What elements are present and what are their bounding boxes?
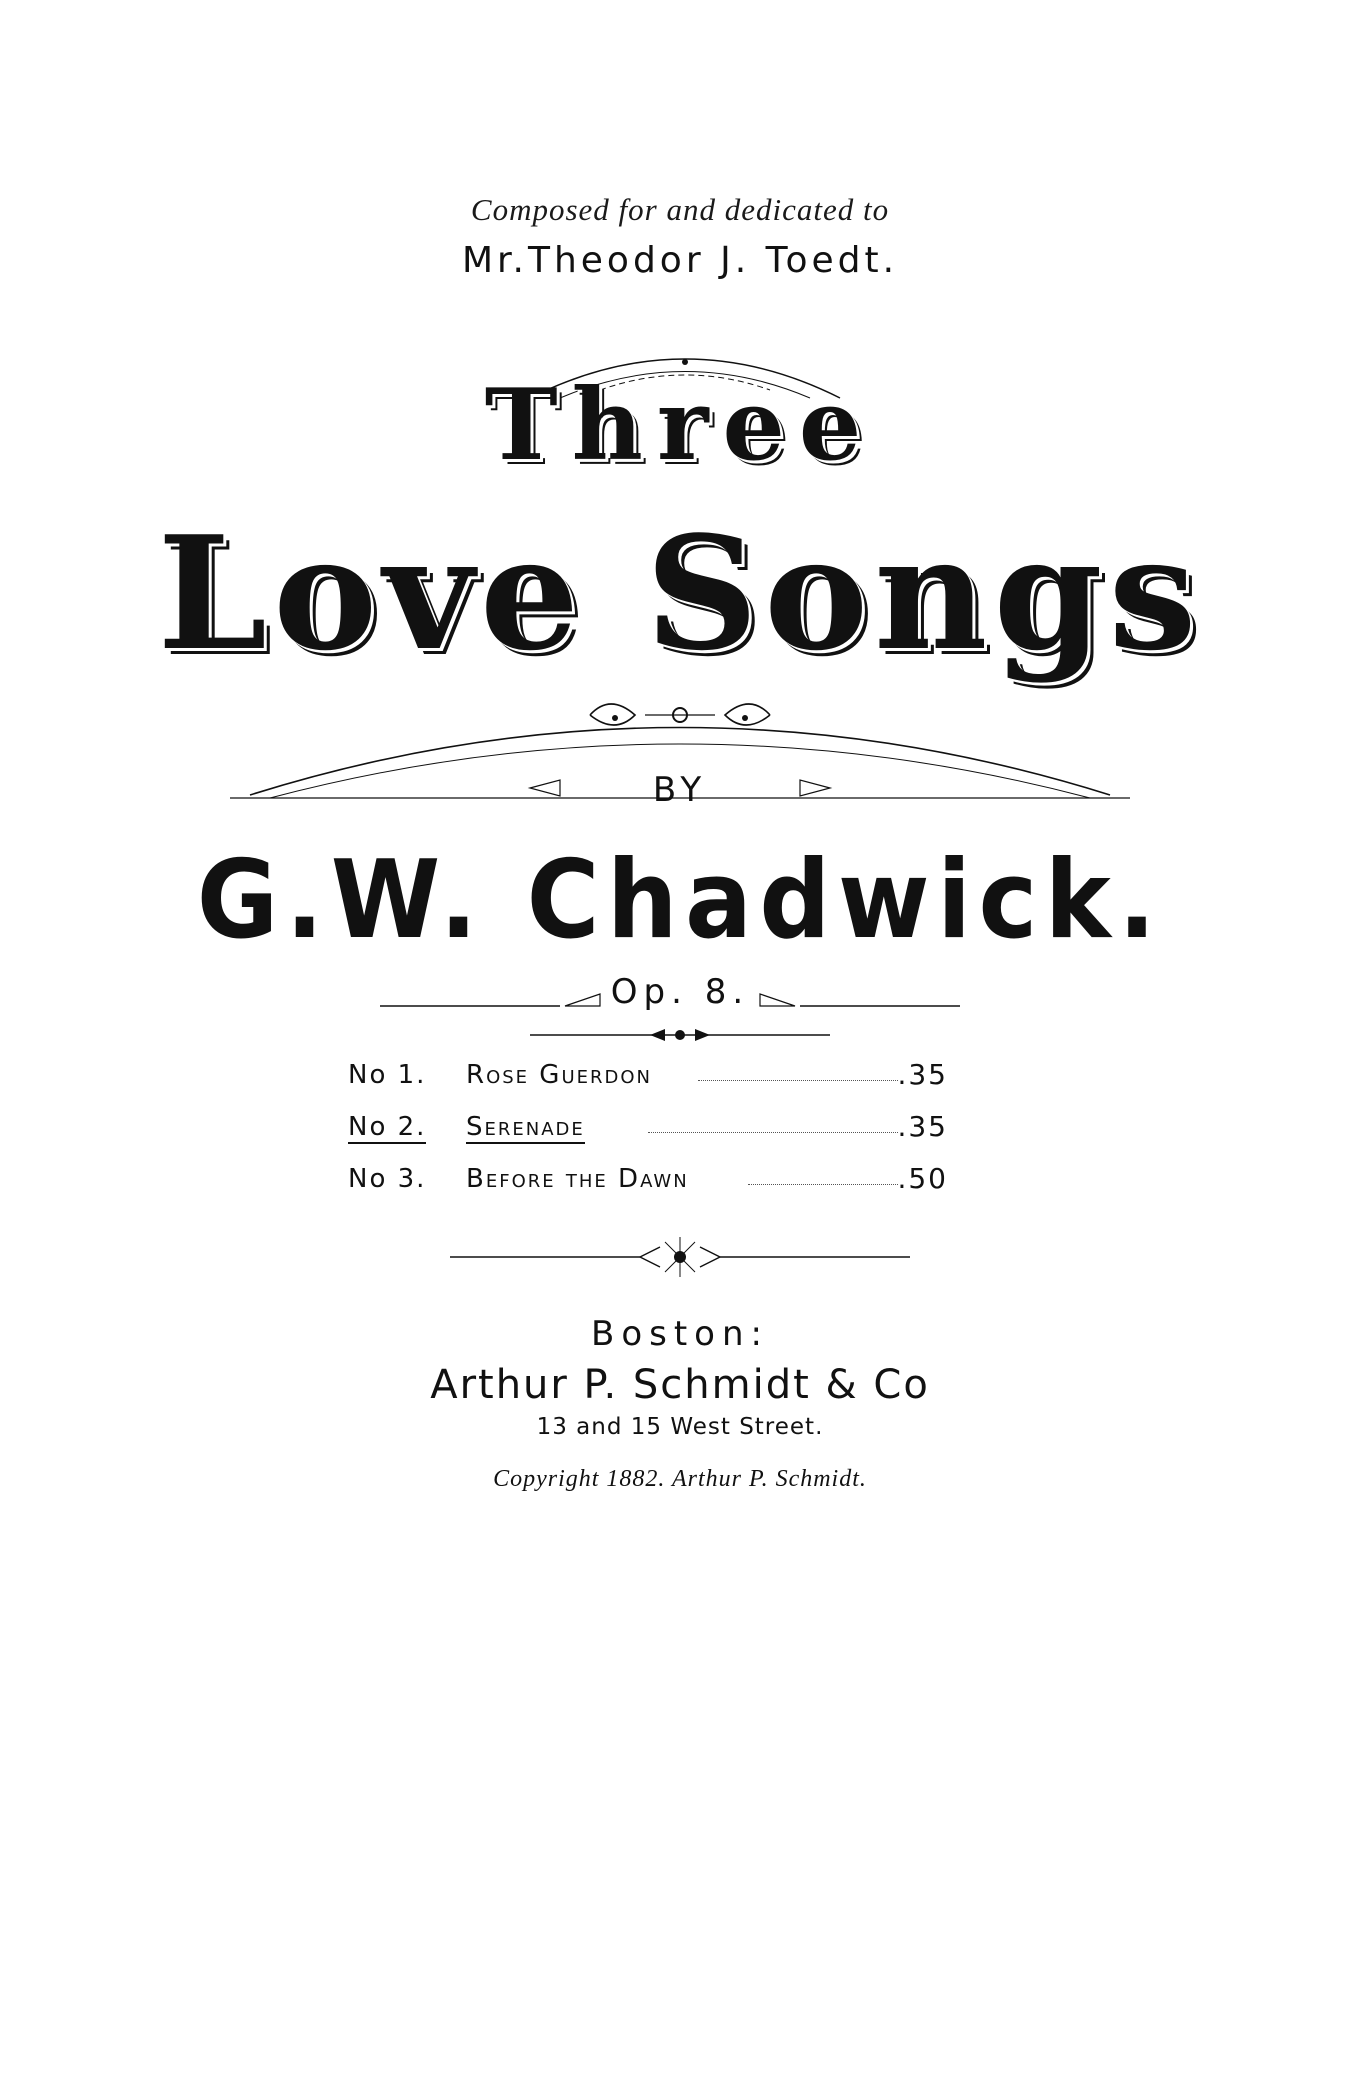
divider-ornament-small	[0, 1020, 1360, 1050]
song-title: Rose Guerdon	[466, 1060, 652, 1090]
dot-leader	[748, 1184, 898, 1185]
divider-ornament-large	[0, 1232, 1360, 1282]
song-title: Serenade	[466, 1112, 585, 1142]
copyright-notice: Copyright 1882. Arthur P. Schmidt.	[493, 1466, 867, 1492]
song-item	[348, 1112, 948, 1164]
song-number: No 3.	[348, 1164, 427, 1194]
song-price: .50	[897, 1162, 948, 1195]
publisher-city: Boston:	[591, 1314, 769, 1354]
song-number: No 1.	[348, 1060, 427, 1090]
by-label: BY	[652, 770, 708, 810]
song-title: Before the Dawn	[466, 1164, 689, 1194]
song-price: .35	[897, 1058, 948, 1091]
opus-number: Op. 8.	[610, 972, 750, 1012]
song-item	[348, 1164, 948, 1216]
title-love-songs: Love Songs	[157, 502, 1203, 685]
song-price: .35	[897, 1110, 948, 1143]
publisher-address: 13 and 15 West Street.	[536, 1414, 824, 1440]
song-number: No 2.	[348, 1112, 427, 1142]
dot-leader	[698, 1080, 898, 1081]
song-list	[348, 1060, 948, 1216]
dot-leader	[648, 1132, 898, 1133]
title-three: Three	[484, 368, 876, 483]
song-item	[348, 1060, 948, 1112]
composer-name: G.W. Chadwick.	[196, 838, 1164, 963]
publisher-name: Arthur P. Schmidt & Co	[430, 1362, 930, 1408]
dedicatee-name: Mr.Theodor J. Toedt.	[461, 240, 899, 281]
dedication-line: Composed for and dedicated to	[470, 192, 890, 227]
